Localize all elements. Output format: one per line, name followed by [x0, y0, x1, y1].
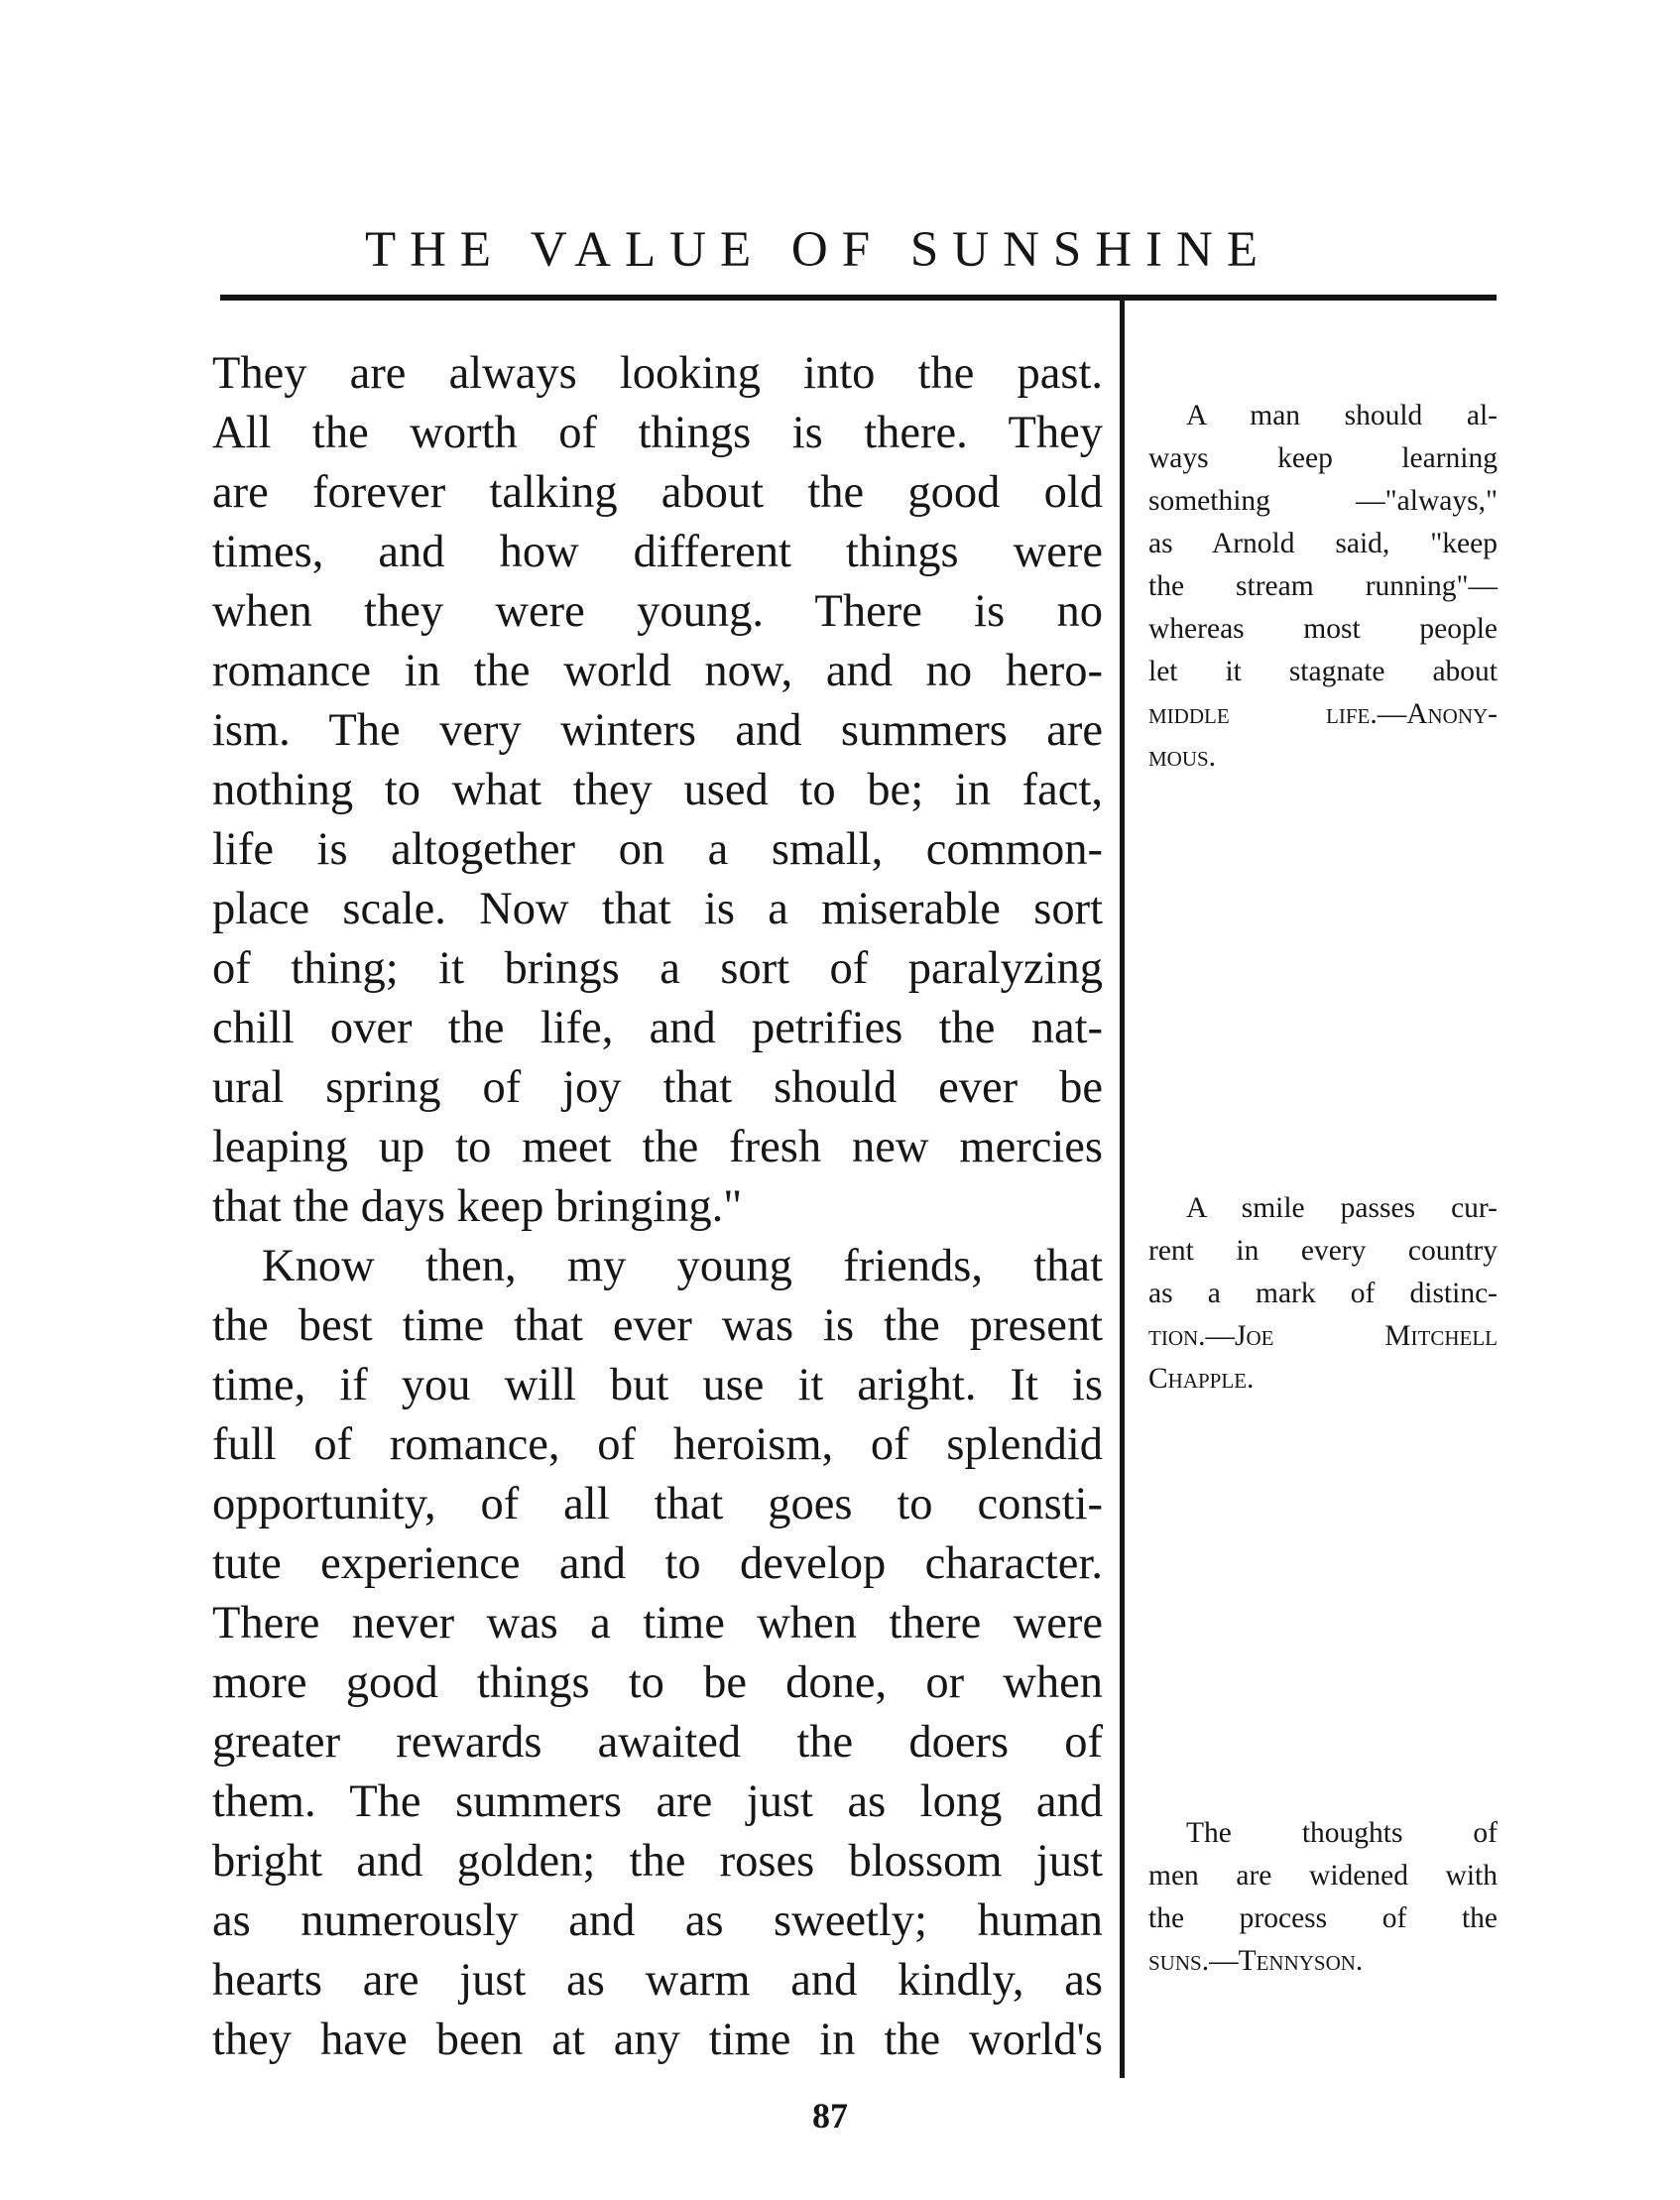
column-divider: [1120, 298, 1125, 2078]
body-line: they have been at any time in the world's: [212, 2015, 1103, 2065]
body-line: the best time that ever was is the present: [212, 1300, 1103, 1351]
body-line: opportunity, of all that goes to consti-: [212, 1479, 1103, 1529]
body-line: are forever talking about the good old: [212, 467, 1103, 518]
body-line: They are always looking into the past.: [212, 348, 1103, 399]
note-line: something —"always,": [1148, 485, 1498, 517]
note-line: let it stagnate about: [1148, 656, 1498, 687]
body-line: when they were young. There is no: [212, 586, 1103, 637]
body-line: that the days keep bringing.": [212, 1181, 743, 1232]
body-line: All the worth of things is there. They: [212, 408, 1103, 458]
body-line: them. The summers are just as long and: [212, 1776, 1103, 1827]
note-line: tion.—Joe Mitchell: [1148, 1320, 1498, 1352]
note-line: Chapple.: [1148, 1363, 1255, 1395]
note-line: the stream running"—: [1148, 570, 1498, 602]
note-line: the process of the: [1148, 1902, 1498, 1934]
body-line: greater rewards awaited the doers of: [212, 1717, 1103, 1768]
body-text: [212, 344, 1103, 2070]
running-title: THE VALUE OF SUNSHINE: [364, 222, 1272, 278]
body-line: bright and golden; the roses blossom just: [212, 1836, 1103, 1887]
header-rule: [220, 295, 1497, 301]
note-line: ways keep learning: [1148, 442, 1498, 474]
page-number: 87: [812, 2096, 848, 2136]
body-line: life is altogether on a small, common-: [212, 824, 1103, 875]
note-line: middle life.—Anony-: [1148, 698, 1498, 730]
body-line: nothing to what they used to be; in fact,: [212, 765, 1103, 815]
body-line: ism. The very winters and summers are: [212, 705, 1103, 756]
note-line: rent in every country: [1148, 1235, 1498, 1267]
note-line: as Arnold said, "keep: [1148, 528, 1498, 559]
margin-note-chapple: [1148, 1187, 1498, 1401]
note-line: A man should al-: [1186, 400, 1498, 431]
body-line: hearts are just as warm and kindly, as: [212, 1955, 1103, 2006]
body-line: time, if you will but use it aright. It is: [212, 1360, 1103, 1410]
body-line: times, and how different things were: [212, 527, 1103, 577]
note-line: as a mark of distinc-: [1148, 1278, 1498, 1309]
note-line: The thoughts of: [1186, 1817, 1498, 1849]
margin-note-anonymous: [1148, 395, 1498, 779]
body-line: chill over the life, and petrifies the nat-: [212, 1003, 1103, 1053]
body-line: place scale. Now that is a miserable sort: [212, 884, 1103, 934]
body-line: of thing; it brings a sort of paralyzing: [212, 943, 1103, 994]
body-line: more good things to be done, or when: [212, 1657, 1103, 1708]
note-line: mous.: [1148, 741, 1217, 773]
body-line: There never was a time when there were: [212, 1598, 1103, 1649]
margin-note-tennyson: [1148, 1812, 1498, 1983]
note-line: whereas most people: [1148, 613, 1498, 645]
note-line: A smile passes cur-: [1186, 1192, 1498, 1224]
note-line: suns.—Tennyson.: [1148, 1945, 1364, 1977]
note-line: men are widened with: [1148, 1860, 1498, 1892]
body-line: ural spring of joy that should ever be: [212, 1062, 1103, 1113]
body-line: as numerously and as sweetly; human: [212, 1895, 1103, 1946]
body-line: Know then, my young friends, that: [262, 1241, 1103, 1291]
body-line: full of romance, of heroism, of splendid: [212, 1419, 1103, 1470]
body-line: leaping up to meet the fresh new mercies: [212, 1122, 1103, 1172]
body-line: romance in the world now, and no hero-: [212, 646, 1103, 696]
body-line: tute experience and to develop character.: [212, 1538, 1103, 1589]
